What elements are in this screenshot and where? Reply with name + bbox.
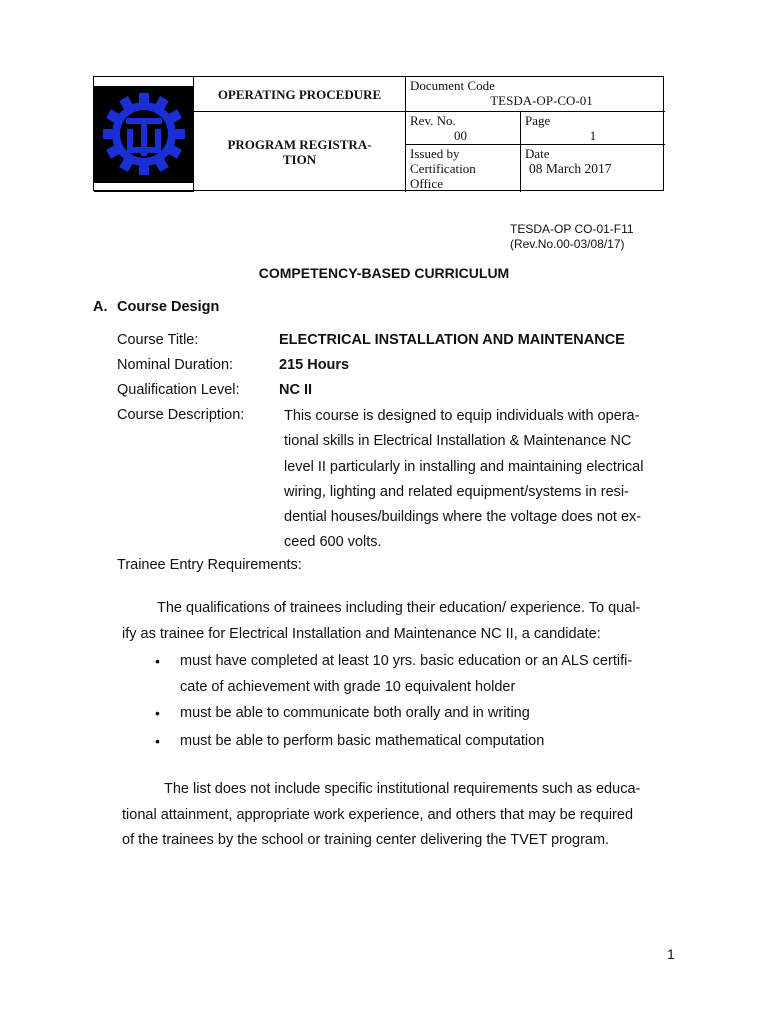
nominal-duration-value: 215 Hours (279, 357, 350, 373)
paragraph-line: The list does not include specific institutional requirements such as educa- (164, 781, 641, 797)
qualification-level-value: NC II (279, 382, 313, 398)
page-number: 1 (667, 946, 675, 962)
rev-no-label: Rev. No. (410, 113, 456, 128)
list-item-text: must be able to perform basic mathematical computation (180, 732, 545, 749)
description-line: wiring, lighting and related equipment/systems in resi- (284, 483, 629, 500)
operating-procedure-label: OPERATING PROCEDURE (217, 86, 382, 102)
nominal-duration-label: Nominal Duration: (117, 357, 234, 373)
program-registration-line-2: TION (282, 152, 317, 167)
description-line: This course is designed to equip individuals with opera- (284, 408, 640, 424)
section-letter: A. (93, 299, 108, 315)
bullet-icon: • (155, 705, 160, 721)
issued-by-label-3: Office (410, 176, 443, 191)
list-item (155, 701, 685, 727)
section-heading (93, 299, 219, 315)
program-registration-line-1: PROGRAM REGISTRA- (227, 137, 372, 152)
description-line: level II particularly in installing and maintaining electrical (284, 458, 644, 475)
list-item-text: must have completed at least 10 yrs. basic education or an ALS certifi- (180, 653, 633, 669)
closing-paragraph (122, 777, 640, 854)
logo-cell (94, 77, 194, 192)
list-item (155, 729, 685, 755)
bullet-icon: • (155, 732, 160, 749)
description-line: ceed 600 volts. (284, 534, 382, 551)
bullet-icon: • (155, 653, 160, 669)
description-line: dential houses/buildings where the voltage does not ex- (284, 509, 642, 526)
form-code-line-2: (Rev.No.00-03/08/17) (510, 237, 625, 251)
rev-no-value: 00 (454, 128, 467, 143)
list-item-text: cate of achievement with grade 10 equivalent holder (180, 678, 516, 695)
course-description-text (284, 404, 672, 556)
document-header-table (93, 76, 664, 191)
list-item (155, 649, 685, 700)
page-cell (521, 112, 665, 145)
qualifications-paragraph (122, 596, 640, 647)
issued-by-label-1: Issued by (410, 146, 460, 161)
qualification-level-label: Qualification Level: (117, 382, 240, 398)
course-title-label: Course Title: (117, 332, 199, 348)
course-description-label: Course Description: (117, 407, 245, 423)
date-value: 08 March 2017 (529, 161, 612, 176)
paragraph-line: The qualifications of trainees including their education/ experience. To qual- (157, 600, 641, 616)
course-title-value: ELECTRICAL INSTALLATION AND MAINTENANCE (279, 332, 625, 348)
document-code-cell (406, 77, 665, 112)
page-value: 1 (589, 128, 597, 143)
tesda-logo (94, 86, 193, 183)
rev-no-cell (406, 112, 521, 145)
paragraph-line: tional attainment, appropriate work experience, and others that may be required (122, 806, 634, 823)
operating-procedure-cell (194, 77, 406, 112)
page-label: Page (525, 113, 551, 128)
document-code-label: Document Code (410, 78, 495, 93)
section-name: Course Design (117, 299, 220, 315)
form-code-line-1: TESDA-OP CO-01-F11 (510, 222, 634, 236)
list-item-text: must be able to communicate both orally and in writing (180, 705, 530, 721)
description-line: tional skills in Electrical Installation & Maintenance NC (284, 433, 632, 450)
form-code (510, 222, 634, 252)
gear-logo-icon (101, 91, 187, 177)
document-code-value: TESDA-OP-CO-01 (490, 93, 593, 108)
document-title: COMPETENCY-BASED CURRICULUM (258, 265, 510, 281)
program-registration-cell (194, 112, 406, 192)
paragraph-line: ify as trainee for Electrical Installation and Maintenance NC II, a candidate: (122, 625, 601, 642)
issued-by-cell (406, 145, 521, 192)
paragraph-line: of the trainees by the school or training center delivering the TVET program. (122, 832, 610, 848)
issued-by-label-2: Certification (410, 161, 476, 176)
trainee-entry-label: Trainee Entry Requirements: (117, 557, 302, 573)
requirements-list (155, 649, 685, 754)
date-label: Date (525, 146, 550, 161)
date-cell (521, 145, 665, 192)
